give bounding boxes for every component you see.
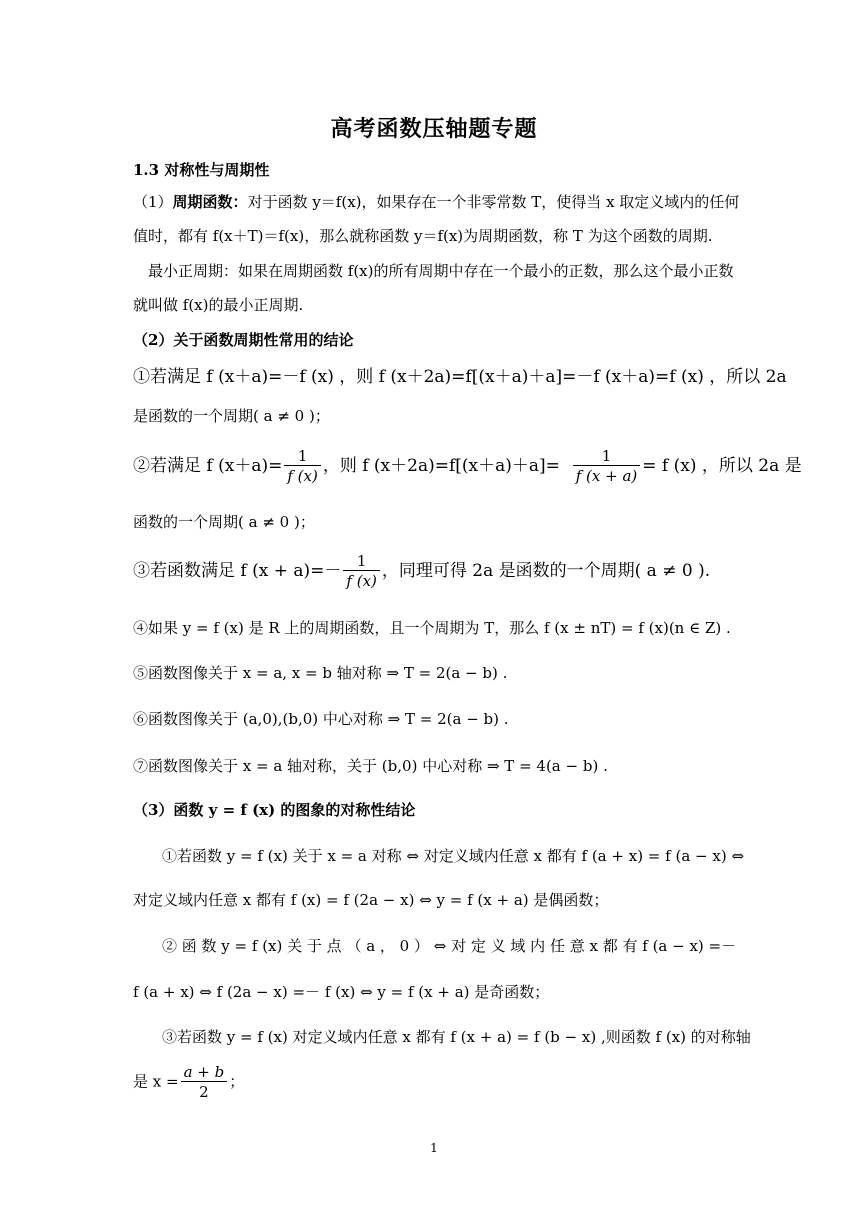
fraction <box>284 447 320 486</box>
fraction-numerator: 1 <box>284 447 320 466</box>
rule-2 <box>133 447 802 486</box>
symmetry-3: ③若函数 y = f (x) 对定义域内任意 x 都有 f (x + a) = f (b − x) ,则函数 f (x) 的对称轴 <box>162 1028 751 1046</box>
fraction-denominator: f (x) <box>346 572 377 590</box>
rule-3 <box>133 552 710 591</box>
rule-3-lead: ③若函数满足 f (x + a)=－ <box>133 561 342 581</box>
paragraph-prefix: （1） <box>133 193 173 211</box>
rule-2-lead: ②若满足 f (x＋a)= <box>133 456 283 476</box>
rule-2-cont: 函数的一个周期( a ≠ 0 )； <box>133 513 315 531</box>
term-periodic-function: 周期函数： <box>172 193 248 211</box>
symmetry-3-cont <box>133 1063 244 1102</box>
fraction <box>181 1063 228 1102</box>
fraction-denominator: f (x) <box>287 467 318 485</box>
rule-5: ⑤函数图像关于 x = a, x = b 轴对称 ⇒ T = 2(a − b) . <box>133 664 508 682</box>
symmetry-1: ①若函数 y = f (x) 关于 x = a 对称 ⇔ 对定义域内任意 x 都有 f (a + x) = f (a − x) ⇔ <box>162 847 745 865</box>
paragraph-line: 就叫做 f(x)的最小正周期. <box>133 296 304 314</box>
rule-7: ⑦函数图像关于 x = a 轴对称，关于 (b,0) 中心对称 ⇒ T = 4(a − b) . <box>133 757 608 775</box>
rule-2-tail: = f (x) ，所以 2a 是 <box>642 456 802 476</box>
page-title: 高考函数压轴题专题 <box>330 116 538 142</box>
page-number: 1 <box>430 1141 438 1155</box>
paragraph-min-period: 最小正周期：如果在周期函数 f(x)的所有周期中存在一个最小的正数，那么这个最小正数 <box>148 262 734 280</box>
fraction <box>573 447 641 486</box>
symmetry-2-cont: f (a + x) ⇔ f (2a − x) =－ f (x) ⇔ y = f (x + a) 是奇函数； <box>133 983 550 1001</box>
subheading-period-conclusions: （2）关于函数周期性常用的结论 <box>133 331 354 349</box>
paragraph-line: 值时，都有 f(x＋T)＝f(x)，那么就称函数 y＝f(x)为周期函数，称 T 为这个函数的周期. <box>133 227 713 245</box>
section-heading: 1.3 对称性与周期性 <box>133 161 270 179</box>
fraction-denominator: 2 <box>199 1083 209 1101</box>
rule-1-cont: 是函数的一个周期( a ≠ 0 )； <box>133 407 330 425</box>
rule-1: ①若满足 f (x＋a)=－f (x) ，则 f (x＋2a)=f[(x＋a)＋a]=－f (x＋a)=f (x) ，所以 2a <box>133 367 787 387</box>
fraction-denominator: f (x + a) <box>575 467 638 485</box>
symmetry-3-tail: ； <box>229 1072 245 1091</box>
fraction-numerator: 1 <box>573 447 641 466</box>
fraction-numerator: a + b <box>181 1063 228 1082</box>
fraction <box>343 552 379 591</box>
rule-6: ⑥函数图像关于 (a,0),(b,0) 中心对称 ⇒ T = 2(a − b) . <box>133 710 509 728</box>
paragraph-periodic-definition <box>133 192 739 212</box>
fraction-numerator: 1 <box>343 552 379 571</box>
symmetry-2: ② 函 数 y = f (x) 关 于 点 （ a ， 0 ） ⇔ 对 定 义 域 内 任 意 x 都 有 f (a − x) =－ <box>162 937 737 955</box>
rule-2-middle: ，则 f (x＋2a)=f[(x＋a)＋a]= <box>322 456 560 476</box>
rule-4: ④如果 y = f (x) 是 R 上的周期函数，且一个周期为 T，那么 f (x ± nT) = f (x)(n ∈ Z) . <box>133 619 731 637</box>
rule-3-tail: ，同理可得 2a 是函数的一个周期( a ≠ 0 ). <box>381 561 711 581</box>
symmetry-1-cont: 对定义域内任意 x 都有 f (x) = f (2a − x) ⇔ y = f (x + a) 是偶函数； <box>133 891 609 909</box>
paragraph-text: 对于函数 y＝f(x)，如果存在一个非零常数 T，使得当 x 取定义域内的任何 <box>247 193 740 211</box>
subheading-symmetry-conclusions: （3）函数 y = f (x) 的图象的对称性结论 <box>133 801 416 819</box>
symmetry-3-lead: 是 x = <box>133 1072 179 1091</box>
